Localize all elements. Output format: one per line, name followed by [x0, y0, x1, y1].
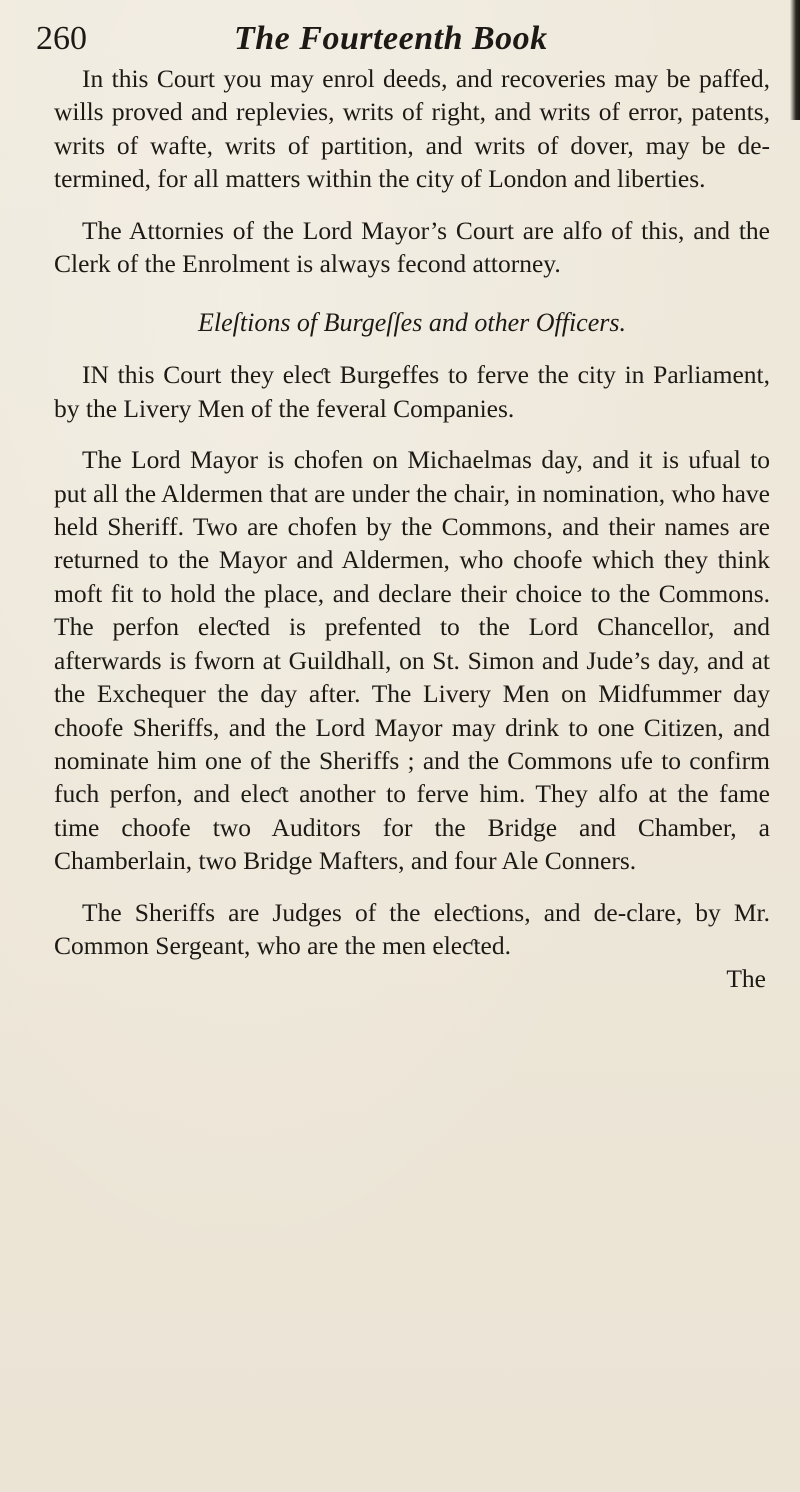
body-text — [54, 62, 770, 996]
section-paragraph-1: IN this Court they eleƈt Burgeffes to ferve the city in Parliament, by the Livery Men of the feveral Companies. — [54, 360, 770, 423]
page-edge-shadow — [790, 0, 800, 120]
section-paragraph-2: The Lord Mayor is chofen on Michaelmas day, and it is ufual to put all the Aldermen that are under the chair, in nomination, who have held Sheriff. Two are chofen by the Commons, and their names are returned to the Mayor and Aldermen, who choofe which they think moft fit to hold the place, and declare their choice to the Commons. The perfon eleƈted is prefented to the Lord Chancellor, and afterwards is fworn at Guildhall, on St. Simon and Jude’s day, and at the Exchequer the day after. The Livery Men on Midfummer day choofe Sheriffs, and the Lord Mayor may drink to one Citizen, and nominate him one of the Sheriffs ; and the Commons ufe to confirm fuch perfon, and eleƈt another to ferve him. They alfo at the fame time choofe two Auditors for the Bridge and Chamber, a Chamberlain, two Bridge Mafters, and four Ale Conners. — [54, 445, 770, 876]
section-heading: Eleſtions of Burgeſſes and other Officers. — [198, 308, 626, 338]
paragraph-1: In this Court you may enrol deeds, and recoveries may be paffed, wills proved and replevies, writs of right, and writs of error, patents, writs of wafte, writs of partition, and writs of dover, may be de-termined, for all matters within the city of London and liberties. — [54, 64, 770, 194]
running-head — [36, 14, 756, 64]
page-number: 260 — [36, 20, 87, 57]
catchword: The — [726, 964, 766, 994]
section-paragraph-3: The Sheriffs are Judges of the eleƈtions, and de-clare, by Mr. Common Sergeant, who are the men eleƈted. — [54, 897, 770, 960]
paragraph-2: The Attornies of the Lord Mayor’s Court are alfo of this, and the Clerk of the Enrolment is always fecond attorney. — [54, 215, 770, 279]
running-title: The Fourteenth Book — [234, 20, 548, 57]
